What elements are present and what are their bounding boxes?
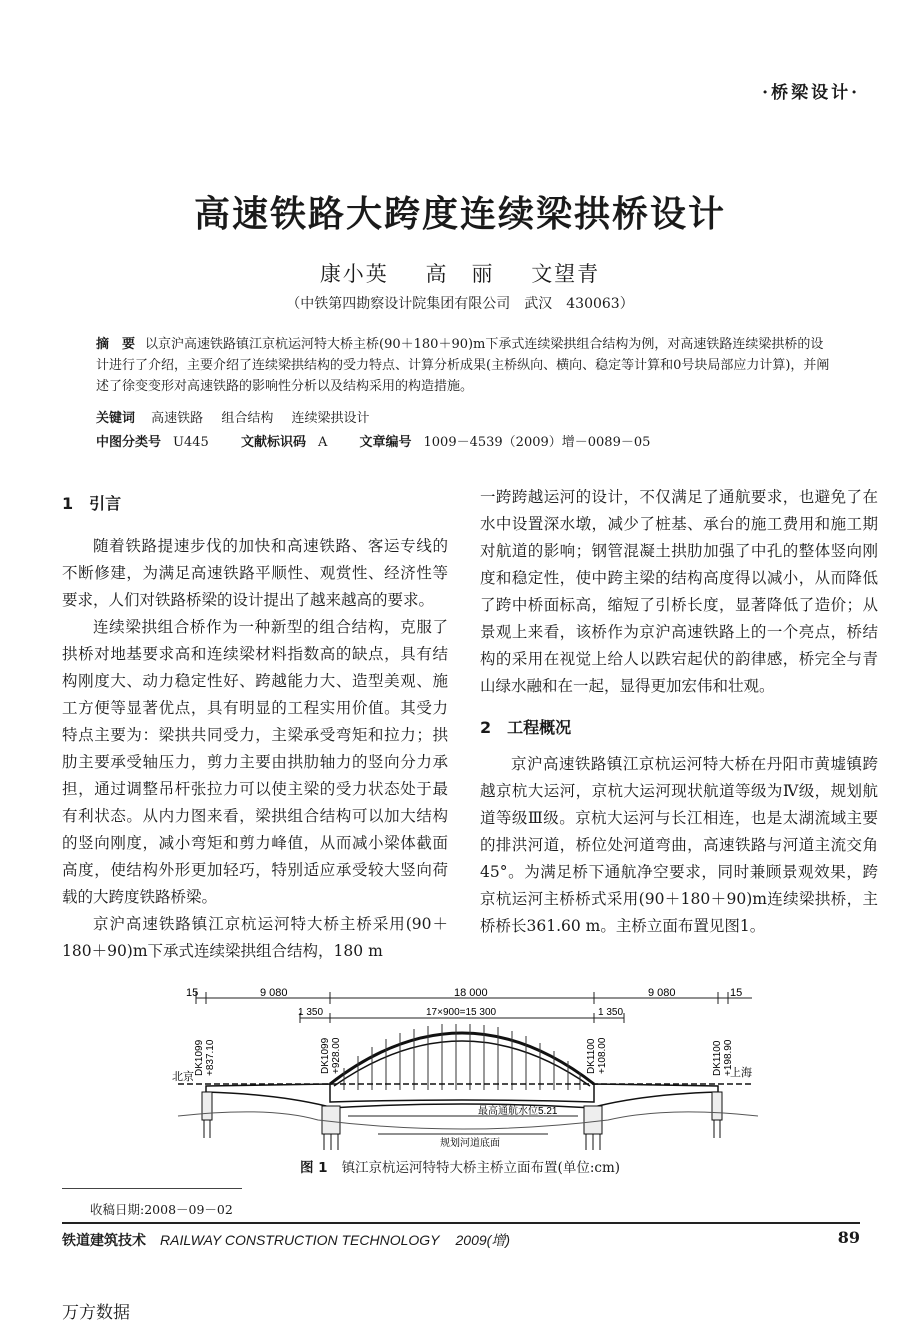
label-beijing: 北京 [172, 1071, 194, 1083]
station-4: DK1100 +198.90 [712, 1039, 734, 1076]
bridge-elevation-figure [168, 988, 768, 1153]
paragraph-3: 京沪高速铁路镇江京杭运河特大桥主桥采用(90＋180＋90)m下承式连续梁拱组合结构，180 m [62, 915, 448, 960]
dim-label-15-right: 15 [730, 988, 743, 999]
classification-line [96, 431, 678, 450]
section-1-heading [62, 490, 448, 517]
paragraph-5: 京沪高速铁路镇江京杭运河特大桥在丹阳市黄墟镇跨越京杭大运河，京杭大运河现状航道等级为Ⅳ级，规划航道等级Ⅲ级。京杭大运河与长江相连，也是太湖流域主要的排洪河道，桥位处河道弯曲，高速铁路与河道主流交角45°。为满足桥下通航净空要求，同时兼顾景观效果，跨京杭运河主桥桥式采用(90＋180＋90)m连续梁拱桥，主桥桥长361.60 m。主桥立面布置见图1。 [480, 755, 878, 935]
author-1: 康小英 [319, 262, 389, 286]
journal-footer [62, 1230, 510, 1250]
figure-caption [0, 1156, 920, 1176]
doc-code-label: 文献标识码 [240, 435, 306, 450]
journal-year: 2009(增) [455, 1232, 510, 1248]
dim-label-side-span-left: 9 080 [260, 988, 288, 999]
received-date: 收稿日期:2008－09－02 [90, 1202, 233, 1217]
keywords-label: 关键词 [96, 411, 136, 426]
doc-code-value: A [317, 435, 328, 450]
dim-label-1350-right: 1 350 [598, 1007, 624, 1018]
dim-label-hanger-spacing: 17×900=15 300 [426, 1007, 497, 1018]
paper-title: 高速铁路大跨度连续梁拱桥设计 [193, 194, 726, 235]
paragraph-1: 随着铁路提速步伐的加快和高速铁路、客运专线的不断修建，为满足高速铁路平顺性、观赏性、经济性等要求，人们对铁路桥梁的设计提出了越来越高的要求。 [62, 537, 448, 609]
main-girder [206, 1084, 718, 1108]
clc-label: 中图分类号 [96, 435, 162, 450]
label-shanghai: 上海 [730, 1067, 752, 1079]
figure-number: 图 1 [299, 1160, 328, 1176]
journal-name-cn: 铁道建筑技术 [62, 1232, 146, 1248]
paragraph-4: 一跨跨越运河的设计，不仅满足了通航要求，也避免了在水中设置深水墩，减少了桩基、承台的施工费用和施工期对航道的影响；钢管混凝土拱肋加强了中孔的整体竖向刚度和稳定性，使中跨主梁的结构高度得以减小，从而降低了跨中桥面标高，缩短了引桥长度，显著降低了造价；从景观上来看，该桥作为京沪高速铁路上的一个亮点，桥结构的采用在视觉上给人以跌宕起伏的韵律感，桥完全与青山绿水融和在一起，显得更加宏伟和壮观。 [480, 488, 878, 695]
right-column [480, 484, 878, 940]
ground-line [178, 1112, 758, 1129]
label-water-level: 最高通航水位5.21 [478, 1106, 558, 1117]
abstract-label: 摘 要 [96, 337, 136, 352]
keyword-3: 连续梁拱设计 [291, 411, 370, 426]
abstract [96, 334, 836, 397]
author-3: 文望青 [531, 262, 601, 286]
section-2-title: 工程概况 [507, 718, 572, 737]
wanfang-watermark: 万方数据 [62, 1303, 130, 1323]
dim-label-side-span-right: 9 080 [648, 988, 676, 999]
station-3: DK1100 +108.00 [586, 1037, 608, 1074]
section-2-number: 2 [480, 718, 492, 737]
clc-value: U445 [173, 435, 209, 450]
figure-caption-text: 镇江京杭运河特特大桥主桥立面布置(单位:cm) [341, 1160, 621, 1176]
abstract-text: 以京沪高速铁路镇江京杭运河特大桥主桥(90＋180＋90)m下承式连续梁拱组合结构为例，对高速铁路连续梁拱桥的设计进行了介绍，主要介绍了连续梁拱结构的受力特点、计算分析成果(主桥纵向、横向、稳定等计算和0号块局部应力计算)，并阐述了徐变变形对高速铁路的影响性分析以及结构采用的构造措施。 [96, 337, 830, 394]
dim-label-main-span: 18 000 [454, 988, 488, 999]
dim-label-1350-left: 1 350 [298, 1007, 324, 1018]
article-number-value: 1009－4539（2009）增－0089－05 [423, 435, 651, 450]
section-1-title: 引言 [89, 494, 122, 513]
section-1-number: 1 [62, 494, 74, 513]
keyword-1: 高速铁路 [151, 411, 204, 426]
label-channel-bottom: 规划河道底面 [440, 1138, 500, 1149]
article-number-label: 文章编号 [359, 435, 412, 450]
author-2: 高 丽 [425, 262, 495, 286]
station-1: DK1099 +837.10 [194, 1039, 216, 1076]
affiliation: （中铁第四勘察设计院集团有限公司 武汉 430063） [286, 296, 634, 312]
page-number: 89 [837, 1228, 860, 1247]
dim-label-15-left: 15 [186, 988, 199, 999]
left-column [62, 484, 448, 965]
paragraph-2: 连续梁拱组合桥作为一种新型的组合结构，克服了拱桥对地基要求高和连续梁材料指数高的缺点，具有结构刚度大、动力稳定性好、跨越能力大、造型美观、施工方便等显著优点，具有明显的工程实用价值。其受力特点主要为：梁拱共同受力，主梁承受弯矩和拉力；拱肋主要承受轴压力，剪力主要由拱肋轴力的竖向分力承担，通过调整吊杆张拉力可以使主梁的受力状态处于最有利状态。从内力图来看，梁拱组合结构可以加大结构的竖向刚度，减小弯矩和剪力峰值，从而减小梁体截面高度，使结构外形更加轻巧，特别适应承受较大竖向荷载的大跨度铁路桥梁。 [62, 618, 448, 906]
footer-divider [62, 1222, 860, 1224]
keywords [96, 407, 383, 426]
station-2: DK1099 +928.00 [320, 1037, 342, 1074]
authors [0, 258, 920, 288]
section-tag: ·桥梁设计· [762, 83, 860, 103]
journal-name-en: RAILWAY CONSTRUCTION TECHNOLOGY [160, 1232, 440, 1248]
section-2-heading [480, 714, 878, 741]
footnote-divider [62, 1188, 242, 1189]
keyword-2: 组合结构 [221, 411, 274, 426]
